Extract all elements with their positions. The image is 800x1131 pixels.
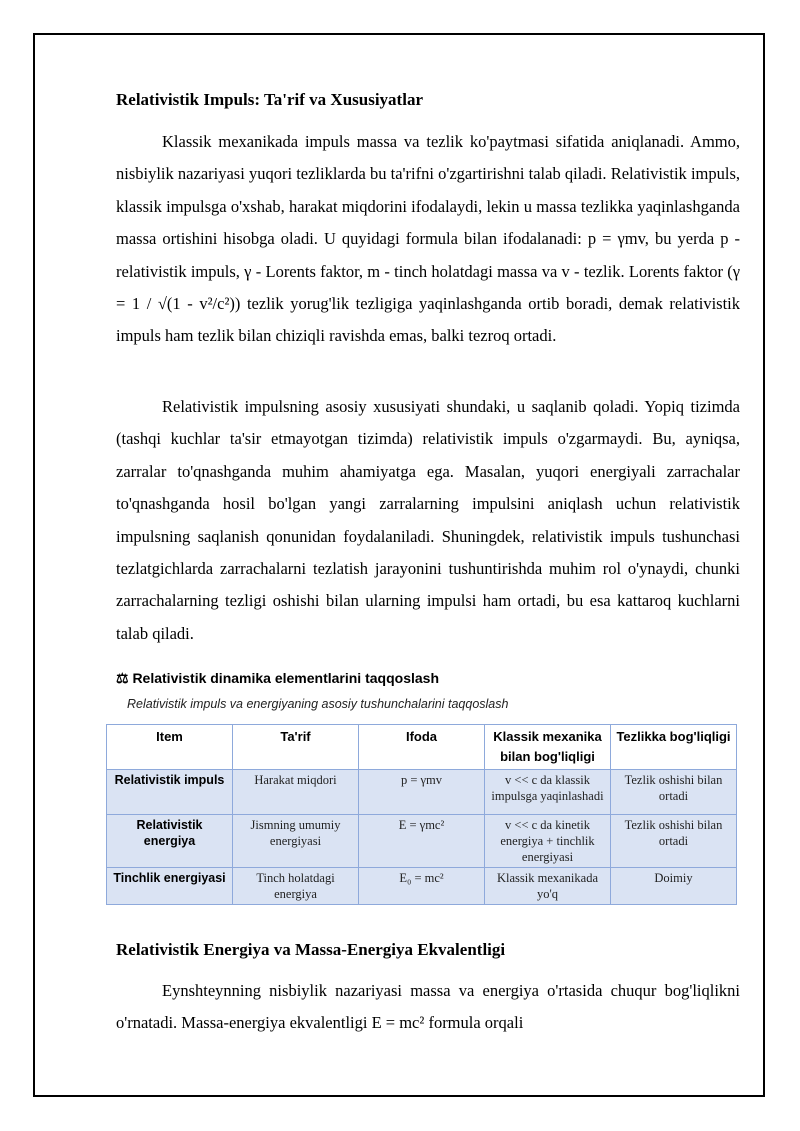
table-cell: Relativistik impuls	[107, 770, 233, 815]
table-header-cell: Ifoda	[359, 725, 485, 770]
table-cell: v << c da kinetik energiya + tinchlik energiyasi	[485, 815, 611, 868]
table-cell: Relativistik energiya	[107, 815, 233, 868]
table-heading: ⚖ Relativistik dinamika elementlarini taqqoslash	[116, 670, 439, 686]
table-row	[107, 868, 737, 905]
table-header-row	[107, 725, 737, 770]
paragraph-momentum-conservation: Relativistik impulsning asosiy xususiyati shundaki, u saqlanib qoladi. Yopiq tizimda (tashqi kuchlar ta'sir etmayotgan tizimda) relativistik impuls o'zgarmaydi. Bu, ayniqsa, zarralar to'qnashganda muhim ahamiyatga ega. Masalan, yuqori energiyali zarrachalar to'qnashganda hosil bo'lgan yangi zarralarning impulsini aniqlash uchun relativistik impulsning saqlanish qonunidan foydalaniladi. Shuningdek, relativistik impuls tushunchasi tezlatgichlarda zarrachalarni tezlatish jarayonini tushuntirishda muhim rol o'ynaydi, chunki zarrachalarning tezligi oshishi bilan ularning impulsi ham ortadi, bu esa kattaroq kuchlarni talab qiladi.	[116, 397, 740, 643]
table-header-cell: Item	[107, 725, 233, 770]
paragraph-momentum-definition: Klassik mexanikada impuls massa va tezlik ko'paytmasi sifatida aniqlanadi. Ammo, nisbiylik nazariyasi yuqori tezliklarda bu ta'rifni o'zgartirishni talab qiladi. Relativistik impuls, klassik impulsga o'xshab, harakat miqdorini ifodalaydi, lekin u massa tezlikka yaqinlashganda massa ortishini hisobga oladi. U quyidagi formula bilan ifodalanadi: p = γmv, bu yerda p - relativistik impuls, γ - Lorents faktor, m - tinch holatdagi massa va v - tezlik. Lorents faktor (γ = 1 / √(1 - v²/c²)) tezlik yorug'lik tezligiga yaqinlashganda ortib boradi, demak relativistik impuls ham tezlik bilan chiziqli ravishda emas, balki tezroq ortadi.	[116, 132, 740, 346]
table-header-cell: Klassik mexanika bilan bog'liqligi	[485, 725, 611, 770]
table-cell: Tezlik oshishi bilan ortadi	[611, 815, 737, 868]
table-cell: E = γmc²	[359, 815, 485, 868]
table-cell: p = γmv	[359, 770, 485, 815]
table-cell: Klassik mexanikada yo'q	[485, 868, 611, 905]
table-cell: E₀ = mc²	[359, 868, 485, 905]
table-row	[107, 815, 737, 868]
table-row	[107, 770, 737, 815]
table-cell: Tinchlik energiyasi	[107, 868, 233, 905]
comparison-table	[106, 724, 737, 905]
section-title-relativistic-momentum: Relativistik Impuls: Ta'rif va Xususiyatlar	[116, 90, 423, 109]
paragraph-energy-intro: Eynshteynning nisbiylik nazariyasi massa va energiya o'rtasida chuqur bog'liqlikni o'rnatadi. Massa-energiya ekvalentligi E = mc² formula orqali	[116, 981, 740, 1033]
table-cell: Tezlik oshishi bilan ortadi	[611, 770, 737, 815]
table-cell: Jismning umumiy energiyasi	[233, 815, 359, 868]
table-cell: Doimiy	[611, 868, 737, 905]
table-header-cell: Ta'rif	[233, 725, 359, 770]
table-header-cell: Tezlikka bog'liqligi	[611, 725, 737, 770]
table-caption: Relativistik impuls va energiyaning asosiy tushunchalarini taqqoslash	[127, 697, 509, 711]
section-title-energy-equivalence: Relativistik Energiya va Massa-Energiya Ekvalentligi	[116, 940, 506, 959]
table-cell: v << c da klassik impulsga yaqinlashadi	[485, 770, 611, 815]
table-cell: Tinch holatdagi energiya	[233, 868, 359, 905]
table-cell: Harakat miqdori	[233, 770, 359, 815]
